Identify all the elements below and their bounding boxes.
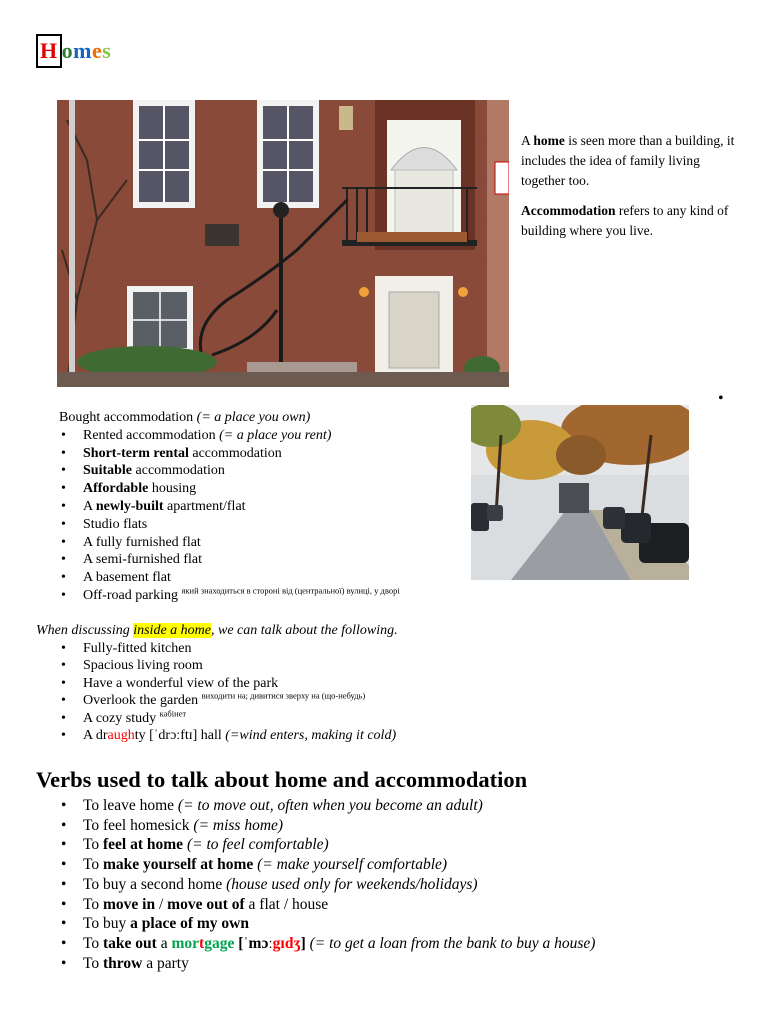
item-text: To leave home: [83, 797, 178, 814]
item-bold: Short-term rental: [83, 445, 189, 461]
item-text: To: [83, 934, 104, 952]
item-gloss: (=wind enters, making it cold): [225, 728, 397, 743]
item-text: Have a wonderful view of the park: [83, 675, 279, 691]
ipa-transcription: [ˈmɔː: [234, 934, 273, 952]
street-photo: [471, 405, 689, 580]
item-text: a: [156, 934, 172, 952]
item-text: A fully furnished flat: [83, 534, 201, 550]
verbs-heading: Verbs used to talk about home and accommodation: [36, 767, 528, 792]
item-text: Spacious living room: [83, 658, 203, 673]
item-gloss: (= miss home): [193, 816, 284, 834]
item-text: Overlook the garden: [83, 693, 202, 708]
list-item: [59, 675, 736, 693]
item-text: /: [155, 895, 168, 913]
home-term: home: [533, 133, 565, 148]
item-text: A dr: [83, 728, 108, 743]
item-gloss: (= a place you rent): [219, 427, 332, 443]
inside-home-section: [36, 622, 736, 745]
item-bold: throw: [103, 954, 143, 972]
stray-bullet: •: [718, 390, 724, 407]
accommodation-definition: [521, 201, 736, 241]
list-item: [59, 640, 736, 658]
item-text: To: [83, 895, 104, 913]
list-item: [59, 551, 464, 569]
ipa-transcription: ]: [300, 934, 306, 952]
list-item: [59, 480, 464, 498]
item-bold: move out of: [167, 895, 245, 913]
mortgage-part: gage: [204, 934, 235, 952]
list-item: [59, 657, 736, 675]
item-text: A cozy study: [83, 710, 160, 726]
list-item: [59, 516, 464, 534]
item-text: A basement flat: [83, 570, 171, 586]
list-item: [59, 914, 759, 934]
list-item: [59, 569, 464, 587]
item-text: a flat / house: [244, 895, 329, 913]
list-item: [59, 462, 464, 480]
house-photo: [57, 100, 509, 387]
title-letter-m: m: [73, 38, 92, 63]
item-text: Off-road parking: [83, 587, 182, 603]
verbs-list: [59, 796, 759, 973]
title-letter-o: o: [61, 38, 74, 63]
item-text: accommodation: [188, 445, 282, 461]
item-bold: take out: [103, 934, 157, 952]
item-text-ipa: ty [ˈdrɔːftɪ] hall: [134, 728, 226, 743]
item-text: To: [83, 856, 104, 874]
section-lead: [36, 622, 736, 640]
item-text: housing: [148, 481, 197, 497]
item-text: accommodation: [132, 463, 225, 479]
item-text: Fully-fitted kitchen: [83, 640, 192, 656]
list-item: [59, 875, 759, 895]
item-bold: feel at home: [103, 836, 184, 854]
home-definition: [521, 131, 736, 191]
lead-post: , we can talk about the following.: [210, 623, 398, 638]
item-text: To buy a second home: [83, 875, 227, 893]
list-item: [59, 427, 464, 445]
item-bold: Affordable: [83, 481, 149, 497]
list-item: [59, 796, 759, 816]
title-letter-s: s: [102, 38, 112, 63]
item-gloss: (= to get a loan from the bank to buy a house): [305, 934, 596, 952]
home-definition-rest: is seen more than a building, it includes the idea of family living together too.: [521, 133, 735, 188]
item-text: Studio flats: [83, 516, 148, 532]
item-bold: make yourself at home: [103, 856, 254, 874]
item-text: To: [83, 954, 104, 972]
item-text: To feel homesick: [83, 816, 194, 834]
item-bold: move in: [103, 895, 156, 913]
item-gloss: (= a place you own): [196, 410, 311, 425]
list-item: [59, 707, 736, 728]
item-text: To: [83, 836, 104, 854]
list-item: [59, 409, 464, 427]
accommodation-definition-rest: refers to any kind of building where you live.: [521, 203, 729, 238]
list-item: [59, 934, 759, 954]
list-item: [59, 835, 759, 855]
item-gloss: (house used only for weekends/holidays): [226, 875, 478, 893]
item-text: To buy: [83, 915, 131, 933]
translation-note: кабінет: [159, 707, 187, 718]
accommodation-term: Accommodation: [521, 203, 616, 218]
title-letter-h: H: [36, 34, 62, 68]
list-item: [59, 534, 464, 552]
translation-note: який знаходиться в стороні від (центральної) вулиці, у дворі: [181, 585, 400, 596]
item-bold: newly-built: [95, 498, 164, 514]
intro-text: [521, 131, 736, 251]
item-gloss: (= to feel comfortable): [183, 836, 329, 854]
list-item: [59, 816, 759, 836]
page-title: [36, 34, 111, 68]
list-item: [59, 855, 759, 875]
lead-pre: When discussing: [36, 623, 134, 638]
item-text: A: [83, 498, 96, 514]
item-bold: a place of my own: [130, 915, 249, 933]
silent-letter: t: [199, 934, 205, 952]
item-text: a party: [142, 954, 189, 972]
list-item: [59, 954, 759, 974]
highlighted-letters: augh: [107, 728, 135, 743]
list-item: [59, 727, 736, 745]
item-text: Rented accommodation: [83, 427, 220, 443]
item-text: A semi-furnished flat: [83, 552, 202, 568]
list-item: [59, 587, 464, 605]
translation-note: виходити на; дивитися зверху на (що-небудь): [201, 690, 366, 701]
item-bold: Suitable: [83, 463, 133, 479]
item-gloss: (= make yourself comfortable): [253, 856, 448, 874]
ipa-highlight: gɪdʒ: [272, 934, 301, 952]
item-text: apartment/flat: [163, 498, 246, 514]
list-item: [59, 895, 759, 915]
mortgage-part: mor: [171, 934, 200, 952]
accommodation-list: [59, 409, 464, 605]
item-text: Bought accommodation: [59, 410, 197, 425]
item-gloss: (= to move out, often when you become an adult): [177, 797, 483, 814]
home-definition-pre: A: [521, 133, 534, 148]
highlighted-phrase: inside a home: [133, 623, 211, 638]
title-letter-e: e: [91, 38, 103, 63]
list-item: [59, 498, 464, 516]
list-item: [59, 445, 464, 463]
